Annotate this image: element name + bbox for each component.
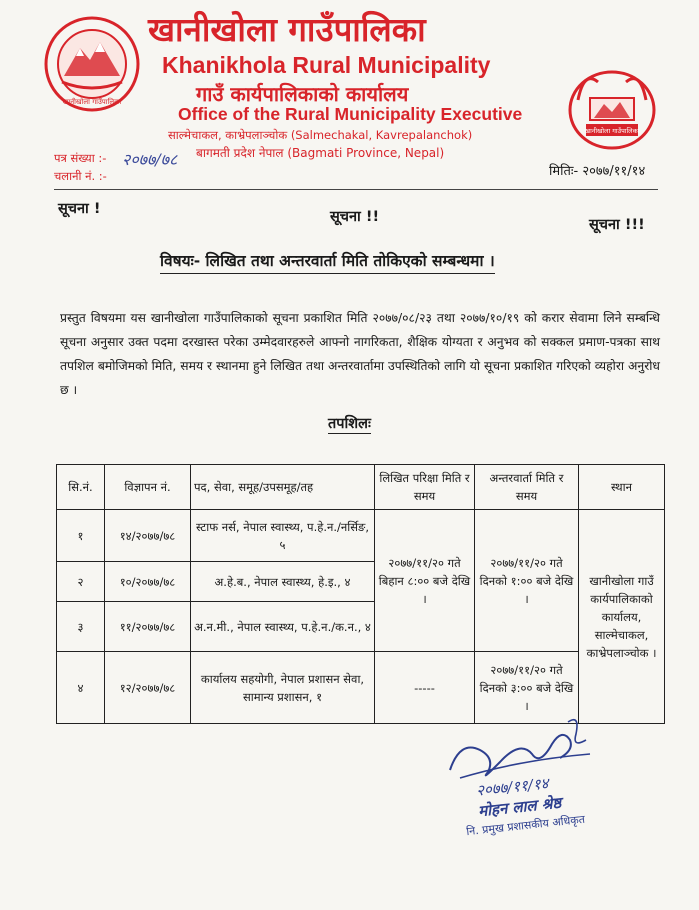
- letter-date: मितिः- २०७७/११/१४: [549, 164, 646, 179]
- header-advertisement-no: विज्ञापन नं.: [105, 465, 191, 510]
- table-row: [57, 510, 665, 562]
- cell-serial-no: २: [57, 562, 105, 602]
- cell-serial-no: १: [57, 510, 105, 562]
- cell-written-exam: -----: [375, 652, 475, 724]
- header-divider: [54, 189, 658, 190]
- header-venue: स्थान: [579, 465, 665, 510]
- province-line: बागमती प्रदेश नेपाल (Bagmati Province, Nepal): [196, 146, 445, 160]
- municipality-title-english: Khanikhola Rural Municipality: [162, 52, 491, 78]
- header-serial-no: सि.नं.: [57, 465, 105, 510]
- table-header-row: [57, 465, 665, 510]
- cell-advertisement-no: १०/२०७७/७८: [105, 562, 191, 602]
- cell-venue: खानीखोला गाउँ कार्यपालिकाको कार्यालय, साल्मेचाकल, काभ्रेपलाञ्चोक ।: [579, 510, 665, 724]
- cell-advertisement-no: ११/२०७७/७८: [105, 602, 191, 652]
- cell-interview: २०७७/११/२० गते दिनको ३:०० बजे देखि ।: [475, 652, 579, 724]
- cell-advertisement-no: १२/२०७७/७८: [105, 652, 191, 724]
- cell-post: कार्यालय सहयोगी, नेपाल प्रशासन सेवा, सामान्य प्रशासन, १: [191, 652, 375, 724]
- cell-serial-no: ४: [57, 652, 105, 724]
- reference-number-label: पत्र संख्या :-: [54, 151, 107, 165]
- municipality-title-nepali: खानीखोला गाउँपालिका: [148, 10, 426, 49]
- office-title-nepali: गाउँ कार्यपालिकाको कार्यालय: [196, 82, 409, 106]
- notice-heading-2: सूचना !!: [330, 209, 380, 225]
- cell-interview: २०७७/११/२० गते दिनको १:०० बजे देखि ।: [475, 510, 579, 652]
- schedule-heading: तपशिलः: [328, 413, 371, 434]
- cell-written-exam: २०७७/११/२० गते बिहान ८:०० बजे देखि ।: [375, 510, 475, 652]
- logo-right-text: खानीखोला गाउँपालिका: [584, 127, 640, 135]
- header-post-service: पद, सेवा, समूह/उपसमूह/तह: [191, 465, 375, 510]
- cell-post: अ.हे.ब., नेपाल स्वास्थ्य, हे.इ., ४: [191, 562, 375, 602]
- cell-advertisement-no: १४/२०७७/७८: [105, 510, 191, 562]
- office-title-english: Office of the Rural Municipality Executive: [178, 104, 523, 124]
- reference-number-value: २०७७/७८: [122, 150, 178, 169]
- municipality-logo-left: [40, 14, 144, 114]
- signatory-title: नि. प्रमुख प्रशासकीय अधिकृत: [465, 812, 586, 839]
- signatory-name: मोहन लाल श्रेष्ठ: [477, 793, 562, 821]
- cell-serial-no: ३: [57, 602, 105, 652]
- notice-heading-3: सूचना !!!: [589, 217, 645, 233]
- subject-line: विषयः- लिखित तथा अन्तरवार्ता मिति तोकिएको सम्बन्धमा ।: [160, 249, 495, 274]
- logo-left-text: खानीखोला गाउँपालिका: [62, 98, 122, 106]
- schedule-table: [56, 464, 665, 724]
- header-written-exam: लिखित परिक्षा मिति र समय: [375, 465, 475, 510]
- signature-date: २०७७/११/१४: [475, 774, 550, 800]
- header-interview: अन्तरवार्ता मिति र समय: [475, 465, 579, 510]
- cell-post: स्टाफ नर्स, नेपाल स्वास्थ्य, प.हे.न./नर्सिङ, ५: [191, 510, 375, 562]
- notice-heading-1: सूचना !: [58, 201, 101, 217]
- dispatch-number-label: चलानी नं. :-: [54, 169, 107, 183]
- address-line: साल्मेचाकल, काभ्रेपलाञ्चोक (Salmechakal, Kavrepalanchok): [168, 128, 473, 142]
- notice-body-paragraph: प्रस्तुत विषयमा यस खानीखोला गाउँपालिकाको सूचना प्रकाशित मिति २०७७/०८/२३ तथा २०७७/१०/१९ को करार सेवामा लिने सम्बन्धि सूचना अनुसार उक्त पदमा दरखास्त परेका उम्मेदवारहरुले आफ्नो नागरिकता, शैक्षिक योग्यता र अनुभव को सक्कल प्रमाण-पत्रका साथ तपशिल बमोजिमको मिति, समय र स्थानमा हुने लिखित तथा अन्तरवार्तामा उपस्थितिको लागि यो सूचना प्रकाशित गरिएको व्यहोरा अनुरोध छ ।: [60, 311, 660, 397]
- municipality-logo-right: [564, 60, 660, 152]
- cell-post: अ.न.मी., नेपाल स्वास्थ्य, प.हे.न./क.न., ४: [191, 602, 375, 652]
